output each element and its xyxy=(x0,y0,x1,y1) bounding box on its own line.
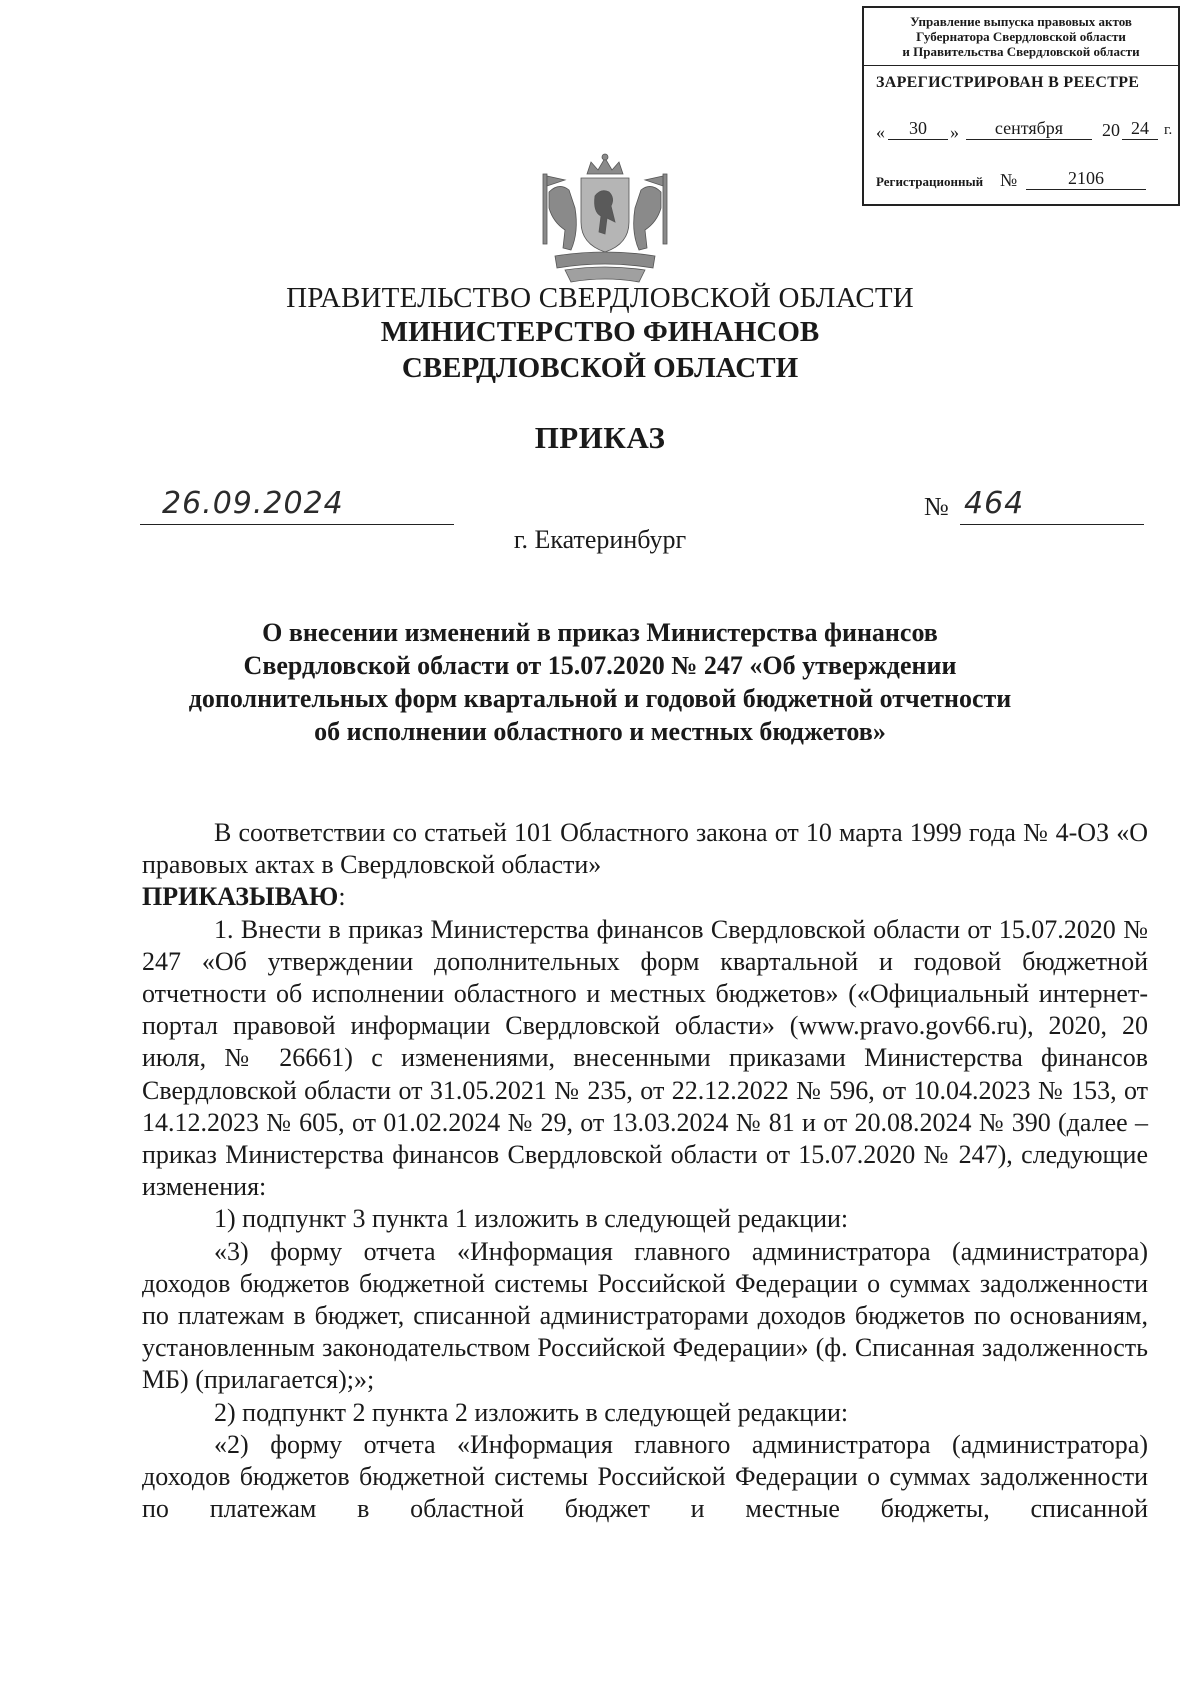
government-title: ПРАВИТЕЛЬСТВО СВЕРДЛОВСКОЙ ОБЛАСТИ xyxy=(286,282,914,314)
coat-of-arms-icon xyxy=(535,152,675,287)
stamp-month: сентября xyxy=(966,118,1092,140)
stamp-close-quote: » xyxy=(950,122,959,142)
stamp-header xyxy=(864,8,1178,66)
stamp-year-mark: г. xyxy=(1164,122,1173,138)
order-title-line: об исполнении областного и местных бюджетов» xyxy=(314,717,886,746)
registry-stamp xyxy=(862,6,1180,206)
ministry-region: СВЕРДЛОВСКОЙ ОБЛАСТИ xyxy=(401,352,799,384)
stamp-header-line: и Правительства Свердловской области xyxy=(902,44,1140,59)
order-date: 26.09.2024 xyxy=(162,486,344,521)
stamp-number-sign: № xyxy=(1000,170,1018,190)
stamp-year-prefix: 20 xyxy=(1102,120,1120,140)
stamp-registered-label: ЗАРЕГИСТРИРОВАН В РЕЕСТРЕ xyxy=(876,74,1140,91)
stamp-day: 30 xyxy=(888,118,948,140)
order-title-line: О внесении изменений в приказ Министерства финансов xyxy=(262,618,938,647)
order-body xyxy=(142,817,1148,1525)
stamp-regnum-label: Регистрационный xyxy=(876,174,984,189)
order-title-line: Свердловской области от 15.07.2020 № 247 «Об утверждении xyxy=(243,651,957,680)
order-number-field xyxy=(960,484,1144,525)
command-colon: : xyxy=(338,882,346,912)
subitem-1-text: «3) форму отчета «Информация главного администратора (администратора) доходов бюджетов бюджетной системы Российской Федерации о суммах задолженности по платежам в бюджет, списанной администраторами доходов бюджетов по основаниям, установленным законодательством Российской Федерации» (ф. Списанная задолженность МБ) (прилагается);»; xyxy=(142,1236,1148,1395)
subitem-1-paragraph: 1) подпункт 3 пункта 1 изложить в следующей редакции: xyxy=(214,1204,849,1234)
stamp-year-suffix: 24 xyxy=(1122,118,1158,140)
document-type: ПРИКАЗ xyxy=(534,420,666,455)
subitem-2-paragraph: 2) подпункт 2 пункта 2 изложить в следующей редакции: xyxy=(214,1397,849,1427)
ministry-title: МИНИСТЕРСТВО ФИНАНСОВ xyxy=(380,316,820,348)
city: г. Екатеринбург xyxy=(513,525,687,554)
order-title-line: дополнительных форм квартальной и годовой бюджетной отчетности xyxy=(188,684,1012,713)
order-date-field xyxy=(140,484,454,525)
command-word: ПРИКАЗЫВАЮ xyxy=(142,882,339,912)
order-number-label: № xyxy=(924,492,949,521)
stamp-header-line: Губернатора Свердловской области xyxy=(916,29,1126,44)
subitem-2-text: «2) форму отчета «Информация главного администратора (администратора) доходов бюджетов бюджетной системы Российской Федерации о суммах задолженности по платежам в областной бюджет и местные бюджеты, списанной xyxy=(142,1429,1148,1524)
intro-paragraph: В соответствии со статьей 101 Областного закона от 10 марта 1999 года № 4-ОЗ «О правовых актах в Свердловской области» xyxy=(142,818,1148,880)
stamp-header-line: Управление выпуска правовых актов xyxy=(910,14,1132,29)
item-1-paragraph: 1. Внести в приказ Министерства финансов Свердловской области от 15.07.2020 № 247 «Об утверждении дополнительных форм квартальной и годовой бюджетной отчетности об исполнении областного и местных бюджетов» («Официальный интернет-портал правовой информации Свердловской области» (www.pravo.gov66.ru), 2020, 20 июля, № 26661) с изменениями, внесенными приказами Министерства финансов Свердловской области от 31.05.2021 № 235, от 22.12.2022 № 596, от 10.04.2023 № 153, от 14.12.2023 № 605, от 01.02.2024 № 29, от 13.03.2024 № 81 и от 20.08.2024 № 390 (далее – приказ Министерства финансов Свердловской области от 15.07.2020 № 247), следующие изменения: xyxy=(142,914,1148,1202)
stamp-open-quote: « xyxy=(876,122,885,142)
stamp-date xyxy=(876,118,1176,144)
command-paragraph xyxy=(142,881,1148,913)
stamp-regnum-value: 2106 xyxy=(1026,168,1146,190)
stamp-regnum xyxy=(876,168,1176,194)
order-number: 464 xyxy=(964,486,1025,521)
